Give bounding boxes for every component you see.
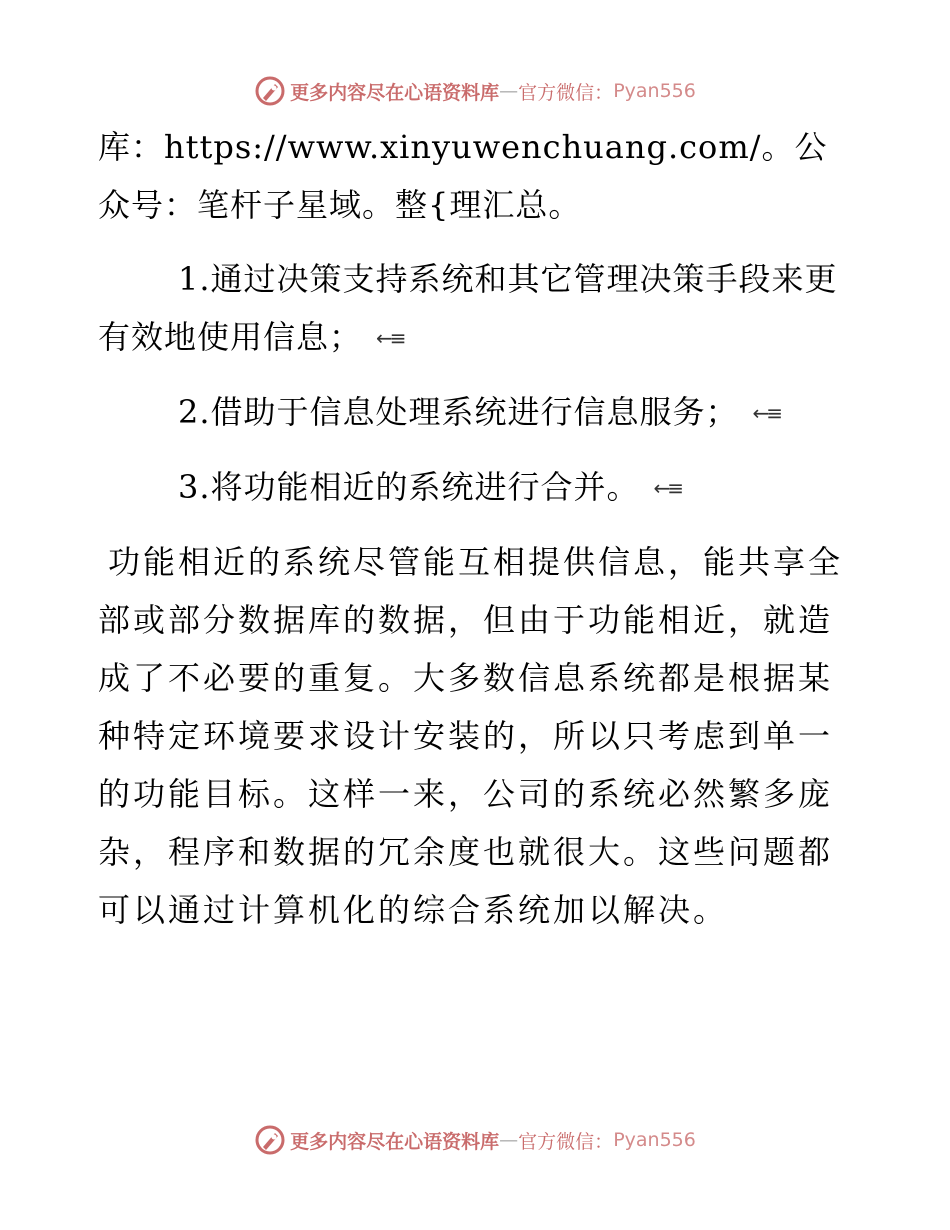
banner-wechat-id: Pyan556: [613, 80, 696, 102]
list-item: [98, 250, 850, 367]
banner-wechat-id: Pyan556: [613, 1129, 696, 1151]
return-mark-icon: ←≡: [752, 401, 781, 425]
list-item: [98, 458, 850, 517]
document-body: [98, 118, 850, 939]
return-mark-icon: ←≡: [376, 326, 404, 350]
banner-dash: —: [499, 80, 519, 102]
continuation-paragraph: 库：https://www.xinyuwenchuang.com/。公众号：笔杆子星域。整{理汇总。: [98, 128, 828, 224]
list-item: [98, 383, 850, 442]
return-mark-icon: ←≡: [653, 476, 682, 500]
banner-main-text: 更多内容尽在心语资料库: [290, 81, 500, 104]
banner-main-text: 更多内容尽在心语资料库: [290, 1130, 500, 1153]
list-item-text: 1.通过决策支持系统和其它管理决策手段来更有效地使用信息；: [98, 260, 838, 356]
main-paragraph: 功能相近的系统尽管能互相提供信息，能共享全部或部分数据库的数据，但由于功能相近，就造成了不必要的重复。大多数信息系统都是根据某种特定环境要求设计安装的，所以只考虑到单一的功能目标。这样一来，公司的系统必然繁多庞杂，程序和数据的冗余度也就很大。这些问题都可以通过计算机化的综合系统加以解决。: [98, 543, 844, 929]
list-item-text: 3.将功能相近的系统进行合并。: [178, 468, 640, 506]
pen-logo-icon: [254, 1124, 286, 1156]
banner-dash: —: [499, 1129, 519, 1151]
header-banner: [0, 71, 950, 111]
banner-wechat-label: 官方微信：: [518, 1130, 614, 1153]
pen-logo-icon: [254, 75, 286, 107]
banner-wechat-label: 官方微信：: [518, 81, 614, 104]
list-item-text: 2.借助于信息处理系统进行信息服务；: [178, 393, 739, 431]
footer-banner: [0, 1120, 950, 1160]
